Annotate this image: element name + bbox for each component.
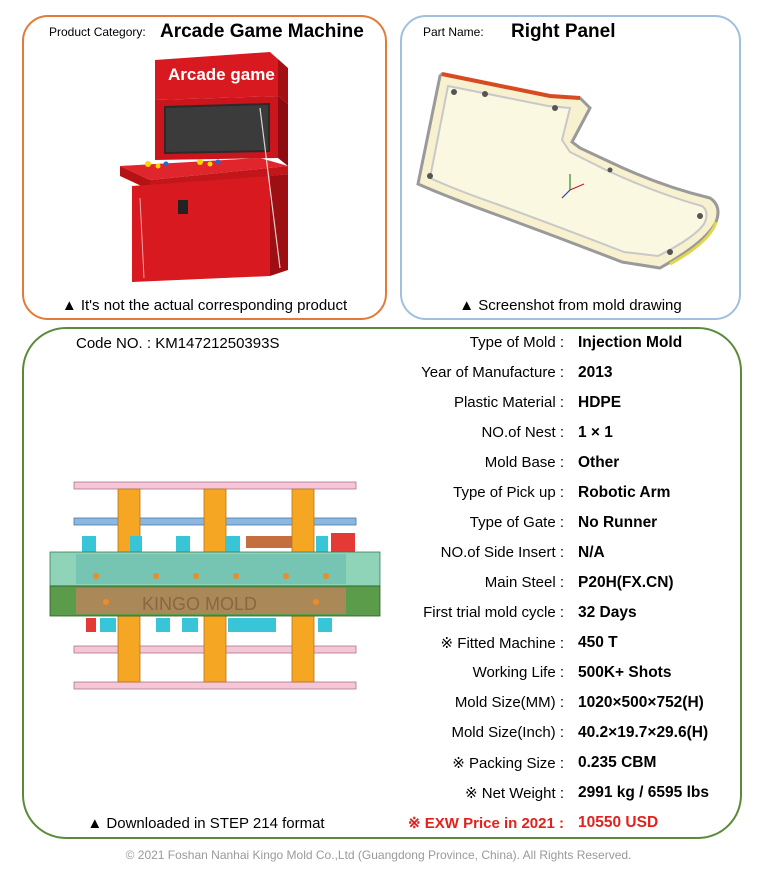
code-number: Code NO. : KM14721250393S [76, 335, 280, 352]
spec-value: Other [578, 454, 620, 471]
spec-row-type-of-mold [0, 334, 757, 360]
spec-row-exw-price [0, 814, 757, 840]
part-caption: ▲ Screenshot from mold drawing [459, 297, 682, 314]
spec-row-year [0, 364, 757, 390]
spec-value: HDPE [578, 394, 622, 411]
spec-label: Year of Manufacture : [421, 364, 564, 381]
spec-value: 1 × 1 [578, 424, 613, 441]
product-category-value: Arcade Game Machine [160, 21, 364, 42]
spec-row-net-weight [0, 784, 757, 810]
spec-value: Injection Mold [578, 334, 683, 351]
spec-label: Working Life : [472, 664, 564, 681]
spec-value: 0.235 CBM [578, 754, 657, 771]
spec-label: Plastic Material : [453, 394, 564, 411]
spec-value: 2991 kg / 6595 lbs [578, 784, 709, 801]
spec-value: N/A [578, 544, 605, 561]
arcade-machine-image [110, 48, 300, 288]
spec-label: ※ Net Weight : [465, 785, 564, 802]
spec-label: Mold Size(Inch) : [451, 724, 564, 741]
spec-label: Mold Size(MM) : [454, 694, 564, 711]
spec-value: 1020×500×752(H) [578, 694, 704, 711]
spec-row-packing-size [0, 754, 757, 780]
spec-value: 2013 [578, 364, 613, 381]
right-panel-drawing [410, 66, 730, 276]
part-name-label: Part Name: [423, 25, 484, 39]
spec-label: NO.of Nest : [481, 424, 564, 441]
copyright-footer: © 2021 Foshan Nanhai Kingo Mold Co.,Ltd (Guangdong Province, China). All Rights Reserved. [125, 848, 632, 862]
part-name-value: Right Panel [511, 21, 616, 42]
price-value: 10550 USD [578, 814, 659, 831]
spec-label: ※ Fitted Machine : [440, 635, 564, 652]
spec-label: Type of Mold : [469, 334, 564, 351]
spec-label: ※ Packing Size : [452, 755, 564, 772]
spec-row-mold-size-mm [0, 694, 757, 720]
spec-value: 32 Days [578, 604, 637, 621]
spec-row-nest [0, 424, 757, 450]
spec-label: Main Steel : [484, 574, 564, 591]
spec-row-main-steel [0, 574, 757, 600]
product-caption: ▲ It's not the actual corresponding product [61, 297, 348, 314]
arcade-sign-text: Arcade game [168, 65, 275, 84]
spec-value: P20H(FX.CN) [578, 574, 674, 591]
spec-value: 40.2×19.7×29.6(H) [578, 724, 709, 741]
spec-label: NO.of Side Insert : [440, 544, 564, 561]
spec-value: 500K+ Shots [578, 664, 672, 681]
spec-row-side-insert [0, 544, 757, 570]
spec-row-fitted-machine [0, 634, 757, 660]
spec-row-trial-cycle [0, 604, 757, 630]
spec-row-pick-up [0, 484, 757, 510]
spec-value: Robotic Arm [578, 484, 671, 501]
drawing-watermark: KINGO MOLD [142, 594, 258, 614]
spec-label: First trial mold cycle : [423, 604, 564, 621]
product-category-label: Product Category: [49, 25, 146, 39]
spec-row-gate [0, 514, 757, 540]
spec-label: Type of Pick up : [453, 484, 564, 501]
spec-row-plastic-material [0, 394, 757, 420]
spec-label: Mold Base : [484, 454, 564, 471]
spec-row-mold-base [0, 454, 757, 480]
spec-row-mold-size-inch [0, 724, 757, 750]
spec-label: Type of Gate : [469, 514, 564, 531]
mold-caption: ▲ Downloaded in STEP 214 format [87, 815, 325, 832]
spec-row-working-life [0, 664, 757, 690]
spec-value: 450 T [578, 634, 618, 651]
spec-value: No Runner [578, 514, 658, 531]
price-label: ※ EXW Price in 2021 : [408, 815, 564, 832]
